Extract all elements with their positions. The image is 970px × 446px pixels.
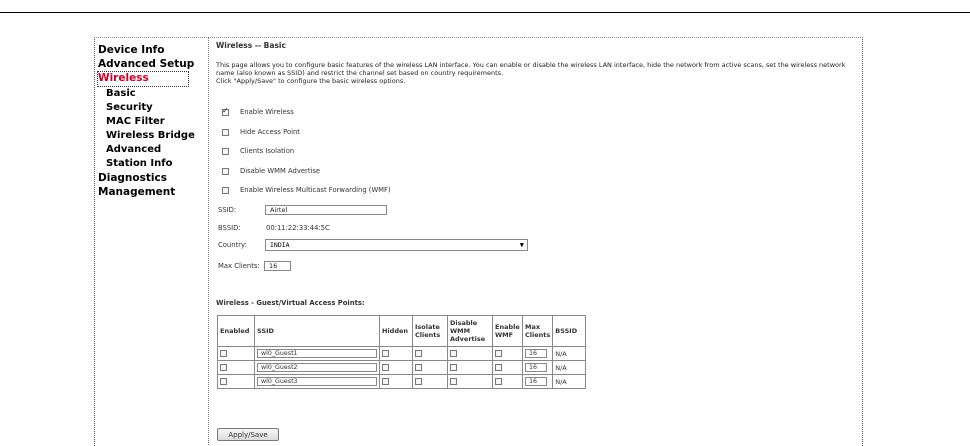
guest1-ssid-input[interactable]: wl0_Guest1: [257, 349, 377, 358]
page-description: [216, 61, 856, 85]
hide-access-point-checkbox[interactable]: [222, 129, 229, 136]
sidebar-divider: [208, 37, 210, 445]
guest3-disable-wmm-checkbox[interactable]: [450, 378, 457, 385]
dropdown-arrow-icon: ▼: [519, 241, 524, 249]
table-header-row: [218, 316, 586, 347]
guest2-enable-wmf-checkbox[interactable]: [495, 364, 502, 371]
option-label: Disable WMM Advertise: [240, 167, 321, 175]
guest2-hidden-checkbox[interactable]: [382, 364, 389, 371]
guest3-enabled-checkbox[interactable]: [220, 378, 227, 385]
ssid-label: SSID:: [218, 206, 237, 214]
max-clients-input[interactable]: 16: [264, 261, 291, 271]
guest2-disable-wmm-checkbox[interactable]: [450, 364, 457, 371]
top-border: [0, 12, 970, 13]
description-instruction: Click "Apply/Save" to configure the basic wireless options.: [216, 77, 406, 85]
country-select[interactable]: [265, 239, 528, 251]
table-row: [218, 375, 586, 389]
sidebar-item-diagnostics[interactable]: Diagnostics: [98, 172, 167, 184]
guest2-enabled-checkbox[interactable]: [220, 364, 227, 371]
col-ssid: SSID: [255, 316, 380, 347]
sidebar-item-wireless[interactable]: Wireless: [97, 71, 189, 87]
guest3-isolate-checkbox[interactable]: [415, 378, 422, 385]
sidebar: [98, 43, 198, 199]
col-enable-wmf: Enable WMF: [493, 316, 523, 347]
col-enabled: Enabled: [218, 316, 255, 347]
table-row: [218, 347, 586, 361]
option-clients-isolation: [222, 146, 294, 156]
option-label: Enable Wireless Multicast Forwarding (WMF): [240, 186, 391, 194]
guest1-disable-wmm-checkbox[interactable]: [450, 350, 457, 357]
guest-section-title: Wireless - Guest/Virtual Access Points:: [216, 299, 365, 307]
description-text: This page allows you to configure basic features of the wireless LAN interface. You can enable or disable the wireless LAN interface, hide the network from active scans, set the wireless network name (also known as SSID) and restrict the channel set based on country requirements.: [216, 61, 846, 77]
bssid-value: 00:11:22:33:44:5C: [266, 224, 330, 232]
sidebar-item-advanced-setup[interactable]: Advanced Setup: [98, 58, 195, 70]
sidebar-item-station-info[interactable]: Station Info: [106, 158, 173, 169]
option-enable-wmf: [222, 185, 391, 195]
option-label: Clients Isolation: [240, 147, 295, 155]
guest1-isolate-checkbox[interactable]: [415, 350, 422, 357]
enable-wireless-checkbox[interactable]: [222, 109, 229, 116]
guest2-bssid: N/A: [553, 361, 586, 375]
bssid-label: BSSID:: [218, 224, 241, 232]
guest1-bssid: N/A: [553, 347, 586, 361]
ssid-input[interactable]: Airtel: [265, 205, 387, 215]
option-label: Enable Wireless: [240, 108, 294, 116]
apply-save-button[interactable]: Apply/Save: [217, 428, 279, 441]
page-title: Wireless -- Basic: [216, 41, 286, 50]
country-label: Country:: [218, 241, 247, 249]
col-bssid: BSSID: [553, 316, 586, 347]
table-row: [218, 361, 586, 375]
guest3-bssid: N/A: [553, 375, 586, 389]
guest1-hidden-checkbox[interactable]: [382, 350, 389, 357]
option-disable-wmm: [222, 166, 320, 176]
option-hide-access-point: [222, 127, 300, 137]
col-isolate: Isolate Clients: [413, 316, 448, 347]
guest1-enable-wmf-checkbox[interactable]: [495, 350, 502, 357]
sidebar-item-device-info[interactable]: Device Info: [98, 44, 165, 56]
guest3-enable-wmf-checkbox[interactable]: [495, 378, 502, 385]
sidebar-item-advanced[interactable]: Advanced: [106, 144, 162, 155]
country-value: INDIA: [270, 241, 290, 249]
sidebar-item-mac-filter[interactable]: MAC Filter: [106, 116, 165, 127]
enable-wmf-checkbox[interactable]: [222, 187, 229, 194]
clients-isolation-checkbox[interactable]: [222, 148, 229, 155]
sidebar-item-wireless-bridge[interactable]: Wireless Bridge: [106, 130, 195, 141]
guest-ap-table: [217, 315, 586, 389]
option-enable-wireless: [222, 107, 294, 117]
guest1-max-clients-input[interactable]: 16: [525, 349, 547, 358]
col-hidden: Hidden: [380, 316, 413, 347]
guest2-isolate-checkbox[interactable]: [415, 364, 422, 371]
max-clients-label: Max Clients:: [218, 262, 260, 270]
guest2-ssid-input[interactable]: wl0_Guest2: [257, 363, 377, 372]
col-disable-wmm: Disable WMM Advertise: [448, 316, 493, 347]
sidebar-item-basic[interactable]: Basic: [106, 88, 136, 99]
guest3-ssid-input[interactable]: wl0_Guest3: [257, 377, 377, 386]
guest3-max-clients-input[interactable]: 16: [525, 377, 547, 386]
guest1-enabled-checkbox[interactable]: [220, 350, 227, 357]
sidebar-item-security[interactable]: Security: [106, 102, 153, 113]
guest2-max-clients-input[interactable]: 16: [525, 363, 547, 372]
option-label: Hide Access Point: [240, 128, 300, 136]
sidebar-item-management[interactable]: Management: [98, 186, 176, 198]
disable-wmm-checkbox[interactable]: [222, 168, 229, 175]
guest3-hidden-checkbox[interactable]: [382, 378, 389, 385]
col-max-clients: Max Clients: [523, 316, 553, 347]
